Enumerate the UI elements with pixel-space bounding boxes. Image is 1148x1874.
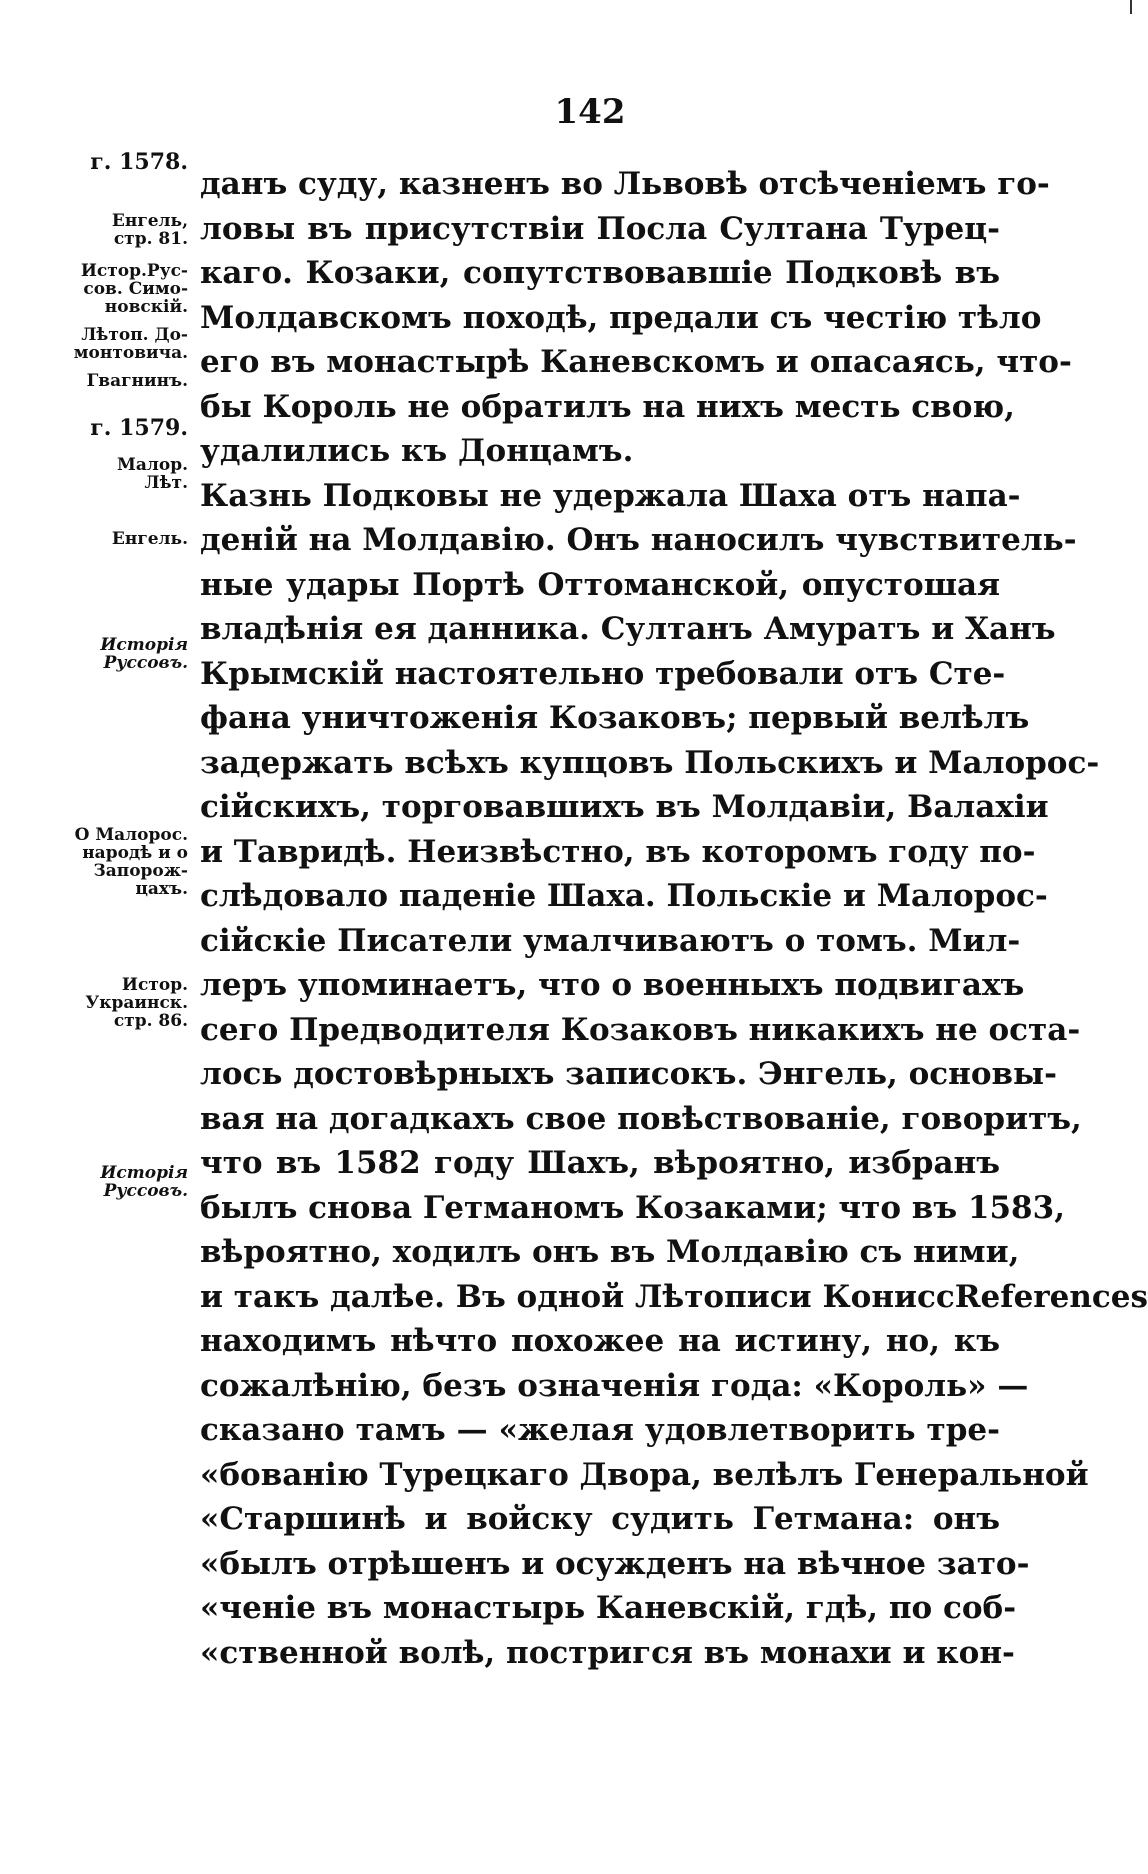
text-line: «былъ отрѣшенъ и осужденъ на вѣчное зато- [200, 1545, 1030, 1582]
margin-note-istor-ukrainsk: Истор. Украинск. стр. 86. [85, 975, 188, 1031]
margin-note-engel-81: Енгель, стр. 81. [111, 211, 188, 249]
margin-note-istoria-russov-2: Исторія Руссовъ. [100, 1163, 188, 1201]
text-line: фана уничтоженія Козаковъ; первый велѣлъ [200, 700, 1030, 736]
text-line: ловы въ присутствіи Посла Султана Турец- [200, 210, 1000, 247]
text-line: задержать всѣхъ купцовъ Польскихъ и Малорос- [200, 744, 1100, 781]
text-line: лось достовѣрныхъ записокъ. Энгель, основы- [200, 1056, 1057, 1092]
text-line: и Тавридѣ. Неизвѣстно, въ которомъ году по- [200, 833, 1036, 870]
text-line: деній на Молдавію. Онъ наносилъ чувствитель- [200, 522, 1077, 558]
text-line: «ственной волѣ, постригся въ монахи и кон- [200, 1634, 1015, 1671]
text-line: слѣдовало паденіе Шаха. Польскіе и Малорос- [200, 878, 1048, 914]
text-line: что въ 1582 году Шахъ, вѣроятно, избранъ [200, 1145, 1000, 1181]
text-line: «Старшинѣ и войску судить Гетмана: онъ [200, 1501, 1000, 1537]
text-line: сійскихъ, торговавшихъ въ Молдавіи, Валахіи [200, 789, 1049, 825]
margin-note-engel: Енгель. [111, 529, 188, 549]
text-line: бы Король не обратилъ на нихъ месть свою, [200, 388, 1015, 425]
text-line: данъ суду, казненъ во Львовѣ отсѣченіемъ го- [200, 166, 1050, 202]
margin-note-istoria-russov-1: Исторія Руссовъ. [100, 635, 188, 673]
text-line: вая на догадкахъ свое повѣствованіе, говоритъ, [200, 1100, 1082, 1137]
text-line: вѣроятно, ходилъ онъ въ Молдавію съ ними, [200, 1234, 1020, 1270]
margin-note-year-1579: г. 1579. [90, 415, 188, 441]
margin-note-letop-domontovicha: Лѣтоп. До- монтовича. [73, 325, 188, 363]
text-line: каго. Козаки, сопутствовавшіе Подковѣ въ [200, 255, 1000, 291]
text-line: ные удары Портѣ Оттоманской, опустошая [200, 566, 1000, 603]
text-line: владѣнія ея данника. Султанъ Амуратъ и Ханъ [200, 611, 1056, 647]
text-line: леръ упоминаетъ, что о военныхъ подвигахъ [200, 967, 1025, 1003]
text-line: «бованію Турецкаго Двора, велѣлъ Генеральной [200, 1456, 1089, 1493]
text-line: былъ снова Гетманомъ Козаками; что въ 1583, [200, 1189, 1065, 1226]
text-line: сказано тамъ — «желая удовлетворить тре- [200, 1412, 1000, 1448]
text-line: сожалѣнію, безъ означенія года: «Король» — [200, 1367, 1029, 1404]
text-line: сійскіе Писатели умалчиваютъ о томъ. Мил- [200, 922, 1021, 959]
text-line: его въ монастырѣ Каневскомъ и опасаясь, что- [200, 344, 1072, 380]
body-text [200, 162, 1148, 1675]
page-number: 142 [554, 92, 626, 132]
text-line: «ченіе въ монастырь Каневскій, гдѣ, по соб- [200, 1590, 1017, 1626]
page-edge-mark [1130, 0, 1132, 14]
margin-note-malor-let: Малор. Лѣт. [117, 455, 188, 493]
text-line: находимъ нѣчто похожее на истину, но, къ [200, 1323, 1000, 1359]
margin-note-year-1578: г. 1578. [90, 149, 188, 175]
text-line: Молдавскомъ походѣ, предали съ честію тѣло [200, 299, 1042, 336]
text-line: удалились къ Донцамъ. [200, 433, 634, 469]
margin-note-istor-russov-simonovsky: Истор.Рус- сов. Симо- новскій. [80, 261, 188, 317]
margin-note-gvagnin: Гвагнинъ. [86, 371, 188, 391]
text-line: Казнь Подковы не удержала Шаха отъ напа- [200, 477, 1021, 514]
text-line: сего Предводителя Козаковъ никакихъ не оста- [200, 1011, 1081, 1048]
text-line: Крымскій настоятельно требовали отъ Сте- [200, 655, 1006, 692]
text-line: и такъ далѣе. Въ одной Лѣтописи КониссReferences [200, 1278, 1148, 1315]
margin-note-o-malorossiyskom-narode: О Малорос. народѣ и о Запорож- цахъ. [74, 825, 188, 899]
